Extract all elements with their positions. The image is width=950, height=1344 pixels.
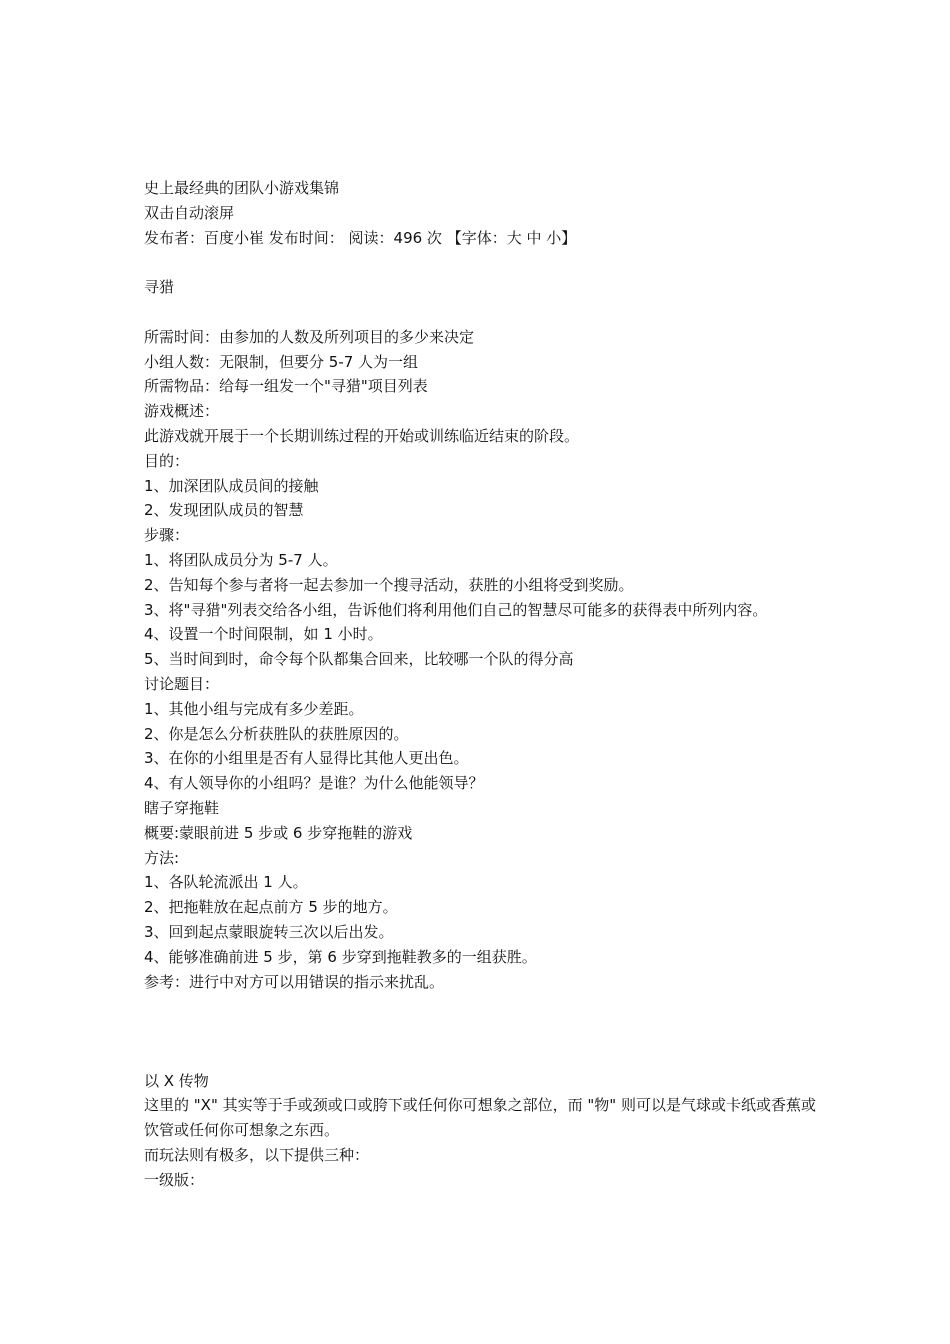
list-item: 3、回到起点蒙眼旋转三次以后出发。 bbox=[144, 922, 394, 941]
list-item: 2、把拖鞋放在起点前方 5 步的地方。 bbox=[144, 898, 398, 917]
overview-text: 此游戏就开展于一个长期训练过程的开始或训练临近结束的阶段。 bbox=[144, 426, 580, 445]
list-item: 3、在你的小组里是否有人显得比其他人更出色。 bbox=[144, 749, 469, 768]
list-item: 1、加深团队成员间的接触 bbox=[144, 476, 319, 495]
article-meta: 发布者：百度小崔 发布时间： 阅读：496 次 【字体：大 中 小】 bbox=[144, 228, 577, 247]
document-body bbox=[144, 176, 824, 1193]
required-materials: 所需物品：给每一组发一个"寻猎"项目列表 bbox=[144, 377, 428, 396]
list-item: 4、能够准确前进 5 步，第 6 步穿到拖鞋教多的一组获胜。 bbox=[144, 947, 537, 966]
steps-label: 步骤： bbox=[144, 526, 190, 545]
variants-text: 而玩法则有极多，以下提供三种： bbox=[144, 1146, 370, 1165]
list-item: 2、告知每个参与者将一起去参加一个搜寻活动，获胜的小组将受到奖励。 bbox=[144, 575, 634, 594]
discussion-label: 讨论题目： bbox=[144, 674, 220, 693]
purpose-label: 目的： bbox=[144, 451, 190, 470]
list-item: 2、发现团队成员的智慧 bbox=[144, 501, 304, 520]
article-title: 史上最经典的团队小游戏集锦 bbox=[144, 179, 340, 197]
list-item: 2、你是怎么分析获胜队的获胜原因的。 bbox=[144, 724, 409, 743]
blank-line bbox=[144, 1019, 824, 1044]
section-heading-hunt: 寻猎 bbox=[144, 278, 175, 297]
blank-line bbox=[144, 250, 824, 275]
list-item: 1、其他小组与完成有多少差距。 bbox=[144, 699, 364, 718]
required-time: 所需时间：由参加的人数及所列项目的多少来决定 bbox=[144, 327, 475, 346]
section-heading-blind-slippers: 瞎子穿拖鞋 bbox=[144, 798, 220, 817]
description-text: 这里的 "X" 其实等于手或颈或口或胯下或任何你可想象之部位，而 "物" 则可以是气球或卡纸或香蕉或饮管或任何你可想象之东西。 bbox=[144, 1096, 816, 1140]
blank-line bbox=[144, 300, 824, 325]
section-heading-pass-item: 以 X 传物 bbox=[144, 1071, 209, 1090]
method-label: 方法: bbox=[144, 848, 180, 867]
list-item: 3、将"寻猎"列表交给各小组，告诉他们将利用他们自己的智慧尽可能多的获得表中所列内容。 bbox=[144, 600, 768, 619]
auto-scroll-hint: 双击自动滚屏 bbox=[144, 203, 235, 222]
list-item: 1、将团队成员分为 5-7 人。 bbox=[144, 550, 338, 569]
list-item: 4、有人领导你的小组吗？是谁？为什么他能领导？ bbox=[144, 774, 484, 793]
list-item: 1、各队轮流派出 1 人。 bbox=[144, 873, 308, 892]
summary-text: 概要:蒙眼前进 5 步或 6 步穿拖鞋的游戏 bbox=[144, 823, 413, 842]
overview-label: 游戏概述： bbox=[144, 402, 220, 421]
group-size: 小组人数：无限制，但要分 5-7 人为一组 bbox=[144, 352, 419, 371]
level1-label: 一级版： bbox=[144, 1170, 205, 1189]
list-item: 4、设置一个时间限制，如 1 小时。 bbox=[144, 625, 383, 644]
list-item: 5、当时间到时，命令每个队都集合回来，比较哪一个队的得分高 bbox=[144, 650, 574, 669]
reference-text: 参考：进行中对方可以用错误的指示来扰乱。 bbox=[144, 972, 445, 991]
blank-line bbox=[144, 1044, 824, 1069]
blank-line bbox=[144, 994, 824, 1019]
